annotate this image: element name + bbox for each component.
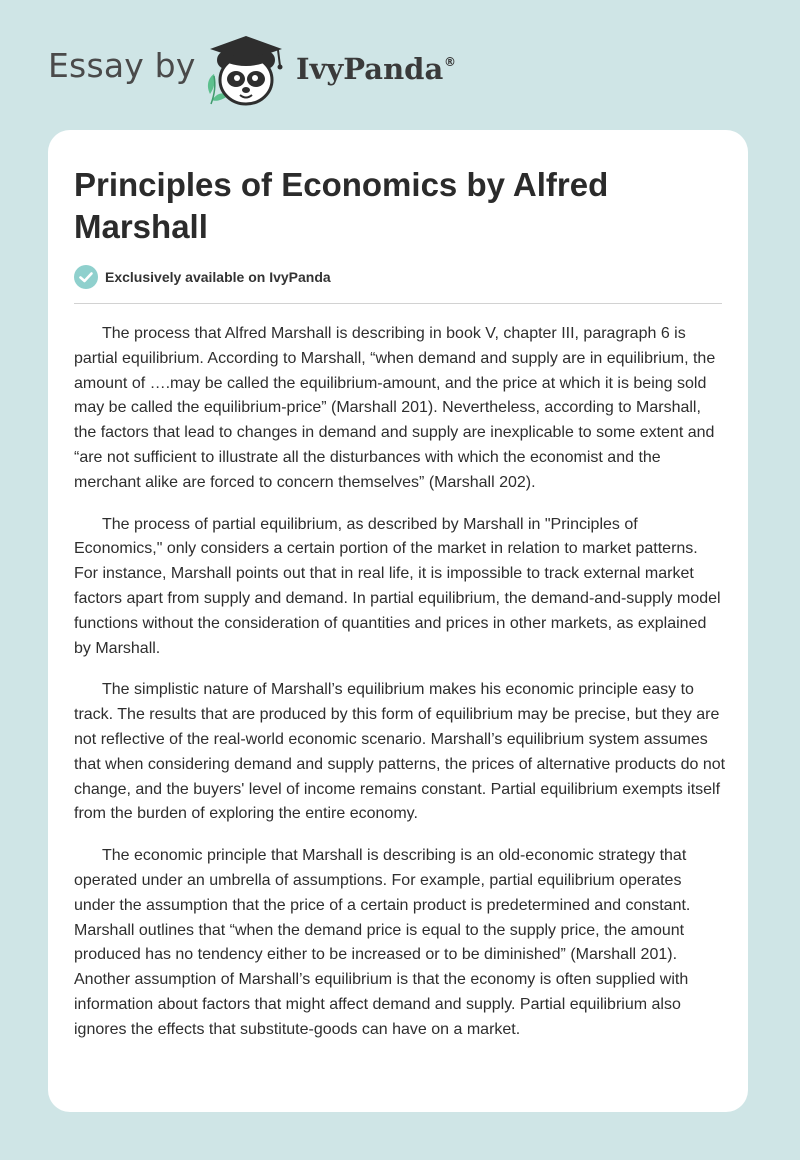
essay-paragraph: The economic principle that Marshall is describing is an old-economic strategy that operated under an umbrella of assumptions. For example, partial equilibrium operates under the assumption that the price of a certain product is predetermined and constant. Marshall outlines that “when the demand price is equal to the supply price, the amount produced has no tendency either to be increased or to be diminished” (Marshall 201). Another assumption of Marshall’s equilibrium is that the economy is often supplied with information about factors that might affect demand and supply. Partial equilibrium also ignores the effects that substitute-goods can have on a market.: [74, 847, 691, 1038]
brand-name[interactable]: IvyPanda: [296, 52, 444, 86]
essay-paragraph: The process of partial equilibrium, as described by Marshall in "Principles of Economics," only considers a certain portion of the market in relation to market patterns. For instance, Marshall points out that in real life, it is impossible to track external market factors apart from supply and demand. In partial equilibrium, the demand-and-supply model functions without the consideration of quantities and prices in other markets, as explained by Marshall.: [74, 515, 721, 657]
essay-paragraph: The simplistic nature of Marshall’s equilibrium makes his economic principle easy to track. The results that are produced by this form of equilibrium may be precise, but they are not reflective of the real-world economic scenario. Marshall’s equilibrium system assumes that when considering demand and supply patterns, the prices of alternative products do not change, and the buyers' level of income remains constant. Partial equilibrium exempts itself from the burden of exploring the entire economy.: [74, 681, 726, 823]
check-circle-icon: [74, 265, 98, 289]
essay-by-label: Essay by: [48, 46, 196, 85]
registered-mark: ®: [444, 55, 456, 69]
site-header: [0, 0, 800, 120]
essay-paragraph: The process that Alfred Marshall is describing in book V, chapter III, paragraph 6 is partial equilibrium. According to Marshall, “when demand and supply are in equilibrium, the amount of ….may be called the equilibrium-amount, and the price at which it is being sold may be called the equilibrium-price” (Marshall 201). Nevertheless, according to Marshall, the factors that lead to changes in demand and supply are inexplicable to some extent and “are not sufficient to illustrate all the disturbances with which the economist and the merchant alike are forced to concern themselves” (Marshall 202).: [74, 325, 716, 491]
exclusive-badge-label: Exclusively available on IvyPanda: [105, 269, 331, 285]
panda-graduate-icon[interactable]: [200, 30, 292, 110]
essay-card: [48, 130, 748, 1112]
title-divider: [74, 303, 722, 304]
essay-body: [74, 322, 726, 1060]
exclusive-badge: [74, 265, 331, 289]
essay-title: Principles of Economics by Alfred Marshall: [74, 166, 609, 245]
